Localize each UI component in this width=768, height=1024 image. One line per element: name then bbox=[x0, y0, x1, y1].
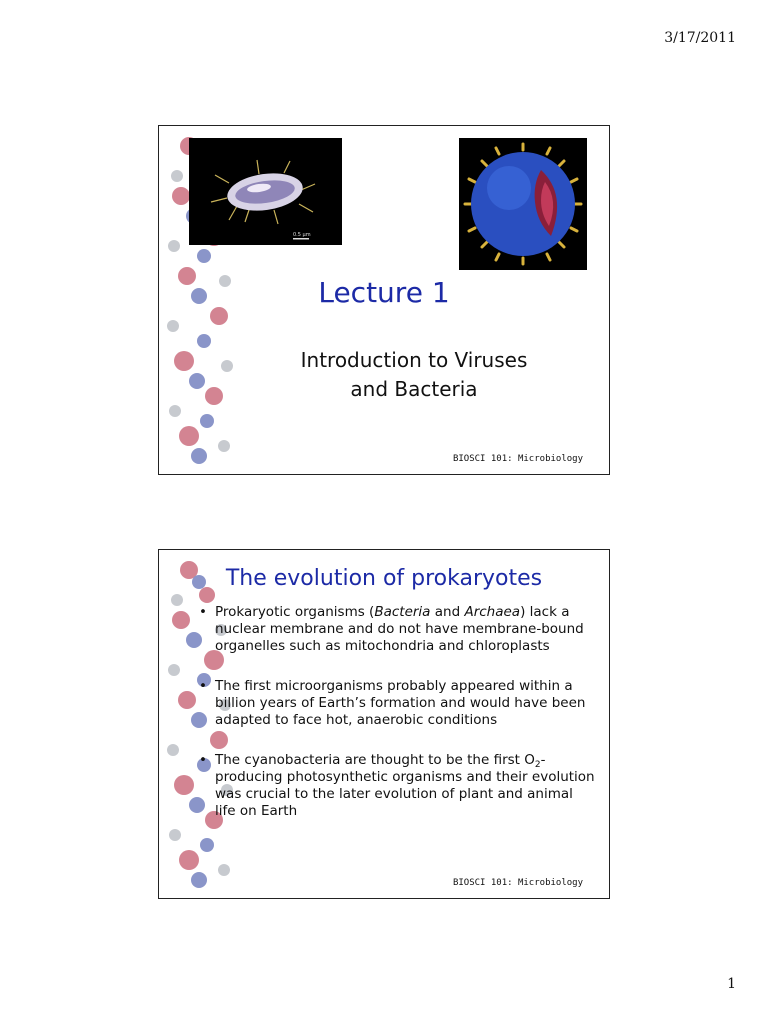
subtitle-line-1: Introduction to Viruses bbox=[300, 348, 528, 372]
slide-footer: BIOSCI 101: Microbiology bbox=[452, 454, 583, 464]
bacterium-micrograph bbox=[189, 138, 342, 245]
lecture-title: Lecture 1 bbox=[318, 276, 450, 309]
slide-evolution-of-prokaryotes bbox=[158, 549, 610, 899]
lecture-subtitle bbox=[219, 346, 609, 404]
bullet-list bbox=[195, 604, 595, 843]
slide-footer: BIOSCI 101: Microbiology bbox=[452, 878, 583, 888]
bullet-first-microorganisms: • The first microorganisms probably appeared within a billion years of Earth’s formation and would have been adapted to face hot, anaerobic conditions bbox=[195, 678, 595, 729]
page-number: 1 bbox=[727, 976, 736, 992]
slide-title: The evolution of prokaryotes bbox=[225, 566, 543, 591]
page-date: 3/17/2011 bbox=[664, 30, 736, 46]
scale-bar-label: 0.5 μm bbox=[293, 232, 311, 238]
subtitle-line-2: and Bacteria bbox=[350, 377, 478, 401]
slide-lecture-title bbox=[158, 125, 610, 475]
virus-illustration bbox=[459, 138, 587, 270]
bullet-prokaryotic-organisms: • Prokaryotic organisms (Bacteria and Archaea) lack a nuclear membrane and do not have membrane-bound organelles such as mitochondria and chloroplasts bbox=[195, 604, 595, 655]
bullet-cyanobacteria: • The cyanobacteria are thought to be the first $O_2$-producing photosynthetic organisms and their evolution was crucial to the later evolution of plant and animal life on Earth bbox=[195, 752, 595, 820]
